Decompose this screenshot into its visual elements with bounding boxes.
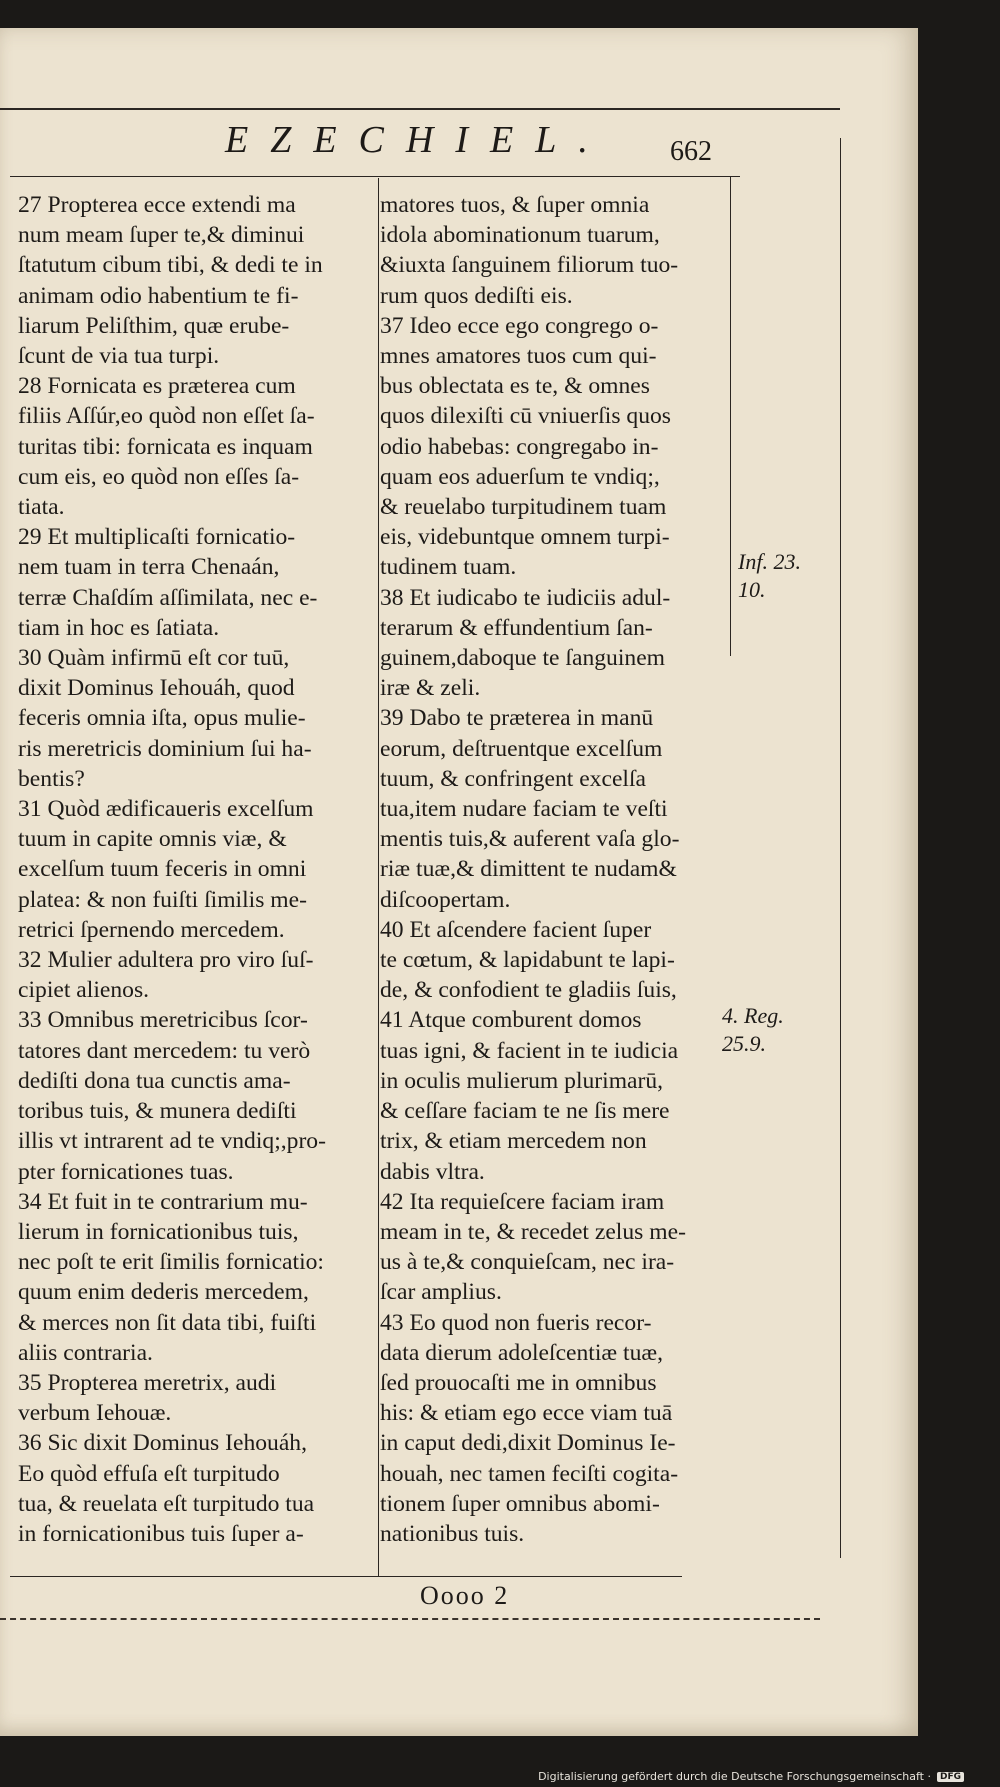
text-line: eis, videbuntque omnem turpi- <box>380 524 670 551</box>
text-line: 34 Et fuit in te contrarium mu- <box>18 1188 308 1215</box>
text-line: bus oblectata es te, & omnes <box>380 373 650 400</box>
margin-note-inf <box>738 548 801 604</box>
text-line: nationibus tuis. <box>380 1520 525 1547</box>
text-line: data dierum adoleſcentiæ tuæ, <box>380 1339 664 1366</box>
header-top-rule <box>0 108 840 110</box>
folio-number: 662 <box>670 136 712 167</box>
text-line: idola abominationum tuarum, <box>380 222 660 249</box>
text-line: in caput dedi,dixit Dominus Ie- <box>380 1430 676 1457</box>
text-line: 37 Ideo ecce ego congrego o- <box>380 312 659 339</box>
text-line: tuum, & confringent excelſa <box>380 765 646 792</box>
dfg-logo: DFG <box>937 1772 964 1782</box>
text-line: tatores dant mercedem: tu verò <box>18 1037 311 1064</box>
text-line: quum enim dederis mercedem, <box>18 1279 309 1306</box>
credit-text: Digitalisierung gefördert durch die Deutsche Forschungsgemeinschaft · <box>538 1770 931 1783</box>
text-line: & ceſſare faciam te ne ſis mere <box>380 1098 670 1125</box>
text-line: 29 Et multiplicaſti fornicatio- <box>18 524 296 551</box>
text-line: nec poſt te erit ſimilis fornicatio: <box>18 1249 324 1276</box>
text-line: ſtatutum cibum tibi, & dedi te in <box>18 252 323 279</box>
text-line: 39 Dabo te præterea in manū <box>380 705 654 732</box>
text-line: nem tuam in terra Chenaán, <box>18 554 280 581</box>
book-page <box>0 28 918 1736</box>
text-line: pter fornicationes tuas. <box>18 1158 234 1185</box>
text-line: retrici ſpernendo mercedem. <box>18 916 285 943</box>
text-line: & reuelabo turpitudinem tuam <box>380 494 667 521</box>
text-line: tuum in capite omnis viæ, & <box>18 826 287 853</box>
text-line: 43 Eo quod non fueris recor- <box>380 1309 652 1336</box>
margin-note-line: Inf. 23. <box>738 549 801 574</box>
text-line: 30 Quàm infirmū eſt cor tuū, <box>18 645 290 672</box>
text-line: ris meretricis dominium ſui ha- <box>18 735 312 762</box>
text-line: tiata. <box>18 494 65 521</box>
text-line: ſcunt de via tua turpi. <box>18 343 220 370</box>
text-line: cipiet alienos. <box>18 977 150 1004</box>
text-line: tiam in hoc es ſatiata. <box>18 614 220 641</box>
text-line: houah, nec tamen feciſti cogita- <box>380 1460 679 1487</box>
text-line: aliis contraria. <box>18 1339 153 1366</box>
text-line: cum eis, eo quòd non eſſes ſa- <box>18 463 300 490</box>
text-line: mentis tuis,& auferent vaſa glo- <box>380 826 680 853</box>
text-line: de, & confodient te gladiis ſuis, <box>380 977 677 1004</box>
margin-note-line: 4. Reg. <box>722 1003 784 1028</box>
text-line: trix, & etiam mercedem non <box>380 1128 647 1155</box>
text-line: 35 Propterea meretrix, audi <box>18 1369 277 1396</box>
margin-rule <box>730 176 731 656</box>
text-line: tua, & reuelata eſt turpitudo tua <box>18 1490 315 1517</box>
text-line: tionem ſuper omnibus abomi- <box>380 1490 660 1517</box>
text-line: toribus tuis, & munera dediſti <box>18 1098 297 1125</box>
text-line: 42 Ita requieſcere faciam iram <box>380 1188 665 1215</box>
text-line: dediſti dona tua cunctis ama- <box>18 1067 291 1094</box>
left-text-column <box>18 190 370 1549</box>
text-line: filiis Aſſúr,eo quòd non eſſet ſa- <box>18 403 315 430</box>
text-line: ſcar amplius. <box>380 1279 502 1306</box>
text-line: diſcoopertam. <box>380 886 511 913</box>
signature-mark: Oooo 2 <box>420 1581 510 1610</box>
text-line: matores tuos, & ſuper omnia <box>380 192 650 218</box>
text-line: guinem,daboque te ſanguinem <box>380 645 666 672</box>
text-line: 32 Mulier adultera pro viro ſuſ- <box>18 947 314 974</box>
text-line: 31 Quòd ædificaueris excelſum <box>18 796 314 823</box>
text-line: excelſum tuum feceris in omni <box>18 856 307 883</box>
text-line: tudinem tuam. <box>380 554 517 581</box>
page-foot-rule <box>0 1618 820 1620</box>
text-line: odio habebas: congregabo in- <box>380 433 659 460</box>
text-line: platea: & non fuiſti ſimilis me- <box>18 886 307 913</box>
text-line: 33 Omnibus meretricibus ſcor- <box>18 1007 308 1034</box>
text-line: mnes amatores tuos cum qui- <box>380 343 657 370</box>
text-line: terarum & effundentium ſan- <box>380 614 653 641</box>
text-line: animam odio habentium te fi- <box>18 282 299 309</box>
text-line: 41 Atque comburent domos <box>380 1007 642 1034</box>
text-line: iræ & zeli. <box>380 675 481 702</box>
text-line: bentis? <box>18 765 85 792</box>
text-line: his: & etiam ego ecce viam tuā <box>380 1400 673 1427</box>
text-line: in oculis mulierum plurimarū, <box>380 1067 664 1094</box>
text-line: te cœtum, & lapidabunt te lapi- <box>380 947 675 974</box>
text-line: dixit Dominus Iehouáh, quod <box>18 675 295 702</box>
margin-note-line: 25.9. <box>722 1031 766 1056</box>
text-line: rum quos dediſti eis. <box>380 282 573 309</box>
text-line: Eo quòd effuſa eſt turpitudo <box>18 1460 280 1487</box>
text-line: 27 Propterea ecce extendi ma <box>18 192 296 218</box>
text-line: & merces non ſit data tibi, fuiſti <box>18 1309 317 1336</box>
text-line: eorum, deſtruentque excelſum <box>380 735 663 762</box>
text-line: lierum in fornicationibus tuis, <box>18 1218 299 1245</box>
digitization-credit <box>538 1770 964 1783</box>
outer-margin-rule <box>840 138 841 1558</box>
text-line: in fornicationibus tuis ſuper a- <box>18 1520 304 1547</box>
text-line: 38 Et iudicabo te iudiciis adul- <box>380 584 671 611</box>
text-line: quam eos aduerſum te vndiq;, <box>380 463 660 490</box>
text-line: liarum Peliſthim, quæ erube- <box>18 312 290 339</box>
text-line: 28 Fornicata es præterea cum <box>18 373 296 400</box>
text-line: tua,item nudare faciam te veſti <box>380 796 668 823</box>
text-line: 40 Et aſcendere facient ſuper <box>380 916 652 943</box>
text-line: ſed prouocaſti me in omnibus <box>380 1369 657 1396</box>
text-line: dabis vltra. <box>380 1158 485 1185</box>
text-line: turitas tibi: fornicata es inquam <box>18 433 313 460</box>
text-bottom-rule <box>10 1576 682 1577</box>
margin-note-line: 10. <box>738 577 766 602</box>
text-line: verbum Iehouæ. <box>18 1400 172 1427</box>
right-text-column <box>380 190 730 1549</box>
text-line: num meam ſuper te,& diminui <box>18 222 305 249</box>
header-bottom-rule <box>10 176 740 177</box>
text-line: us à te,& conquieſcam, nec ira- <box>380 1249 675 1276</box>
text-line: 36 Sic dixit Dominus Iehouáh, <box>18 1430 308 1457</box>
text-line: feceris omnia iſta, opus mulie- <box>18 705 306 732</box>
text-line: illis vt intrarent ad te vndiq;,pro- <box>18 1128 326 1155</box>
column-divider <box>378 178 379 1576</box>
text-line: meam in te, & recedet zelus me- <box>380 1218 686 1245</box>
text-line: tuas igni, & facient in te iudicia <box>380 1037 679 1064</box>
text-line: riæ tuæ,& dimittent te nudam& <box>380 856 677 883</box>
text-line: terræ Chaſdím aſſimilata, nec e- <box>18 584 318 611</box>
margin-note-reg <box>722 1002 784 1058</box>
text-line: quos dilexiſti cū vniuerſis quos <box>380 403 671 430</box>
text-line: &iuxta ſanguinem filiorum tuo- <box>380 252 679 279</box>
running-title: EZECHIEL. <box>225 119 610 161</box>
